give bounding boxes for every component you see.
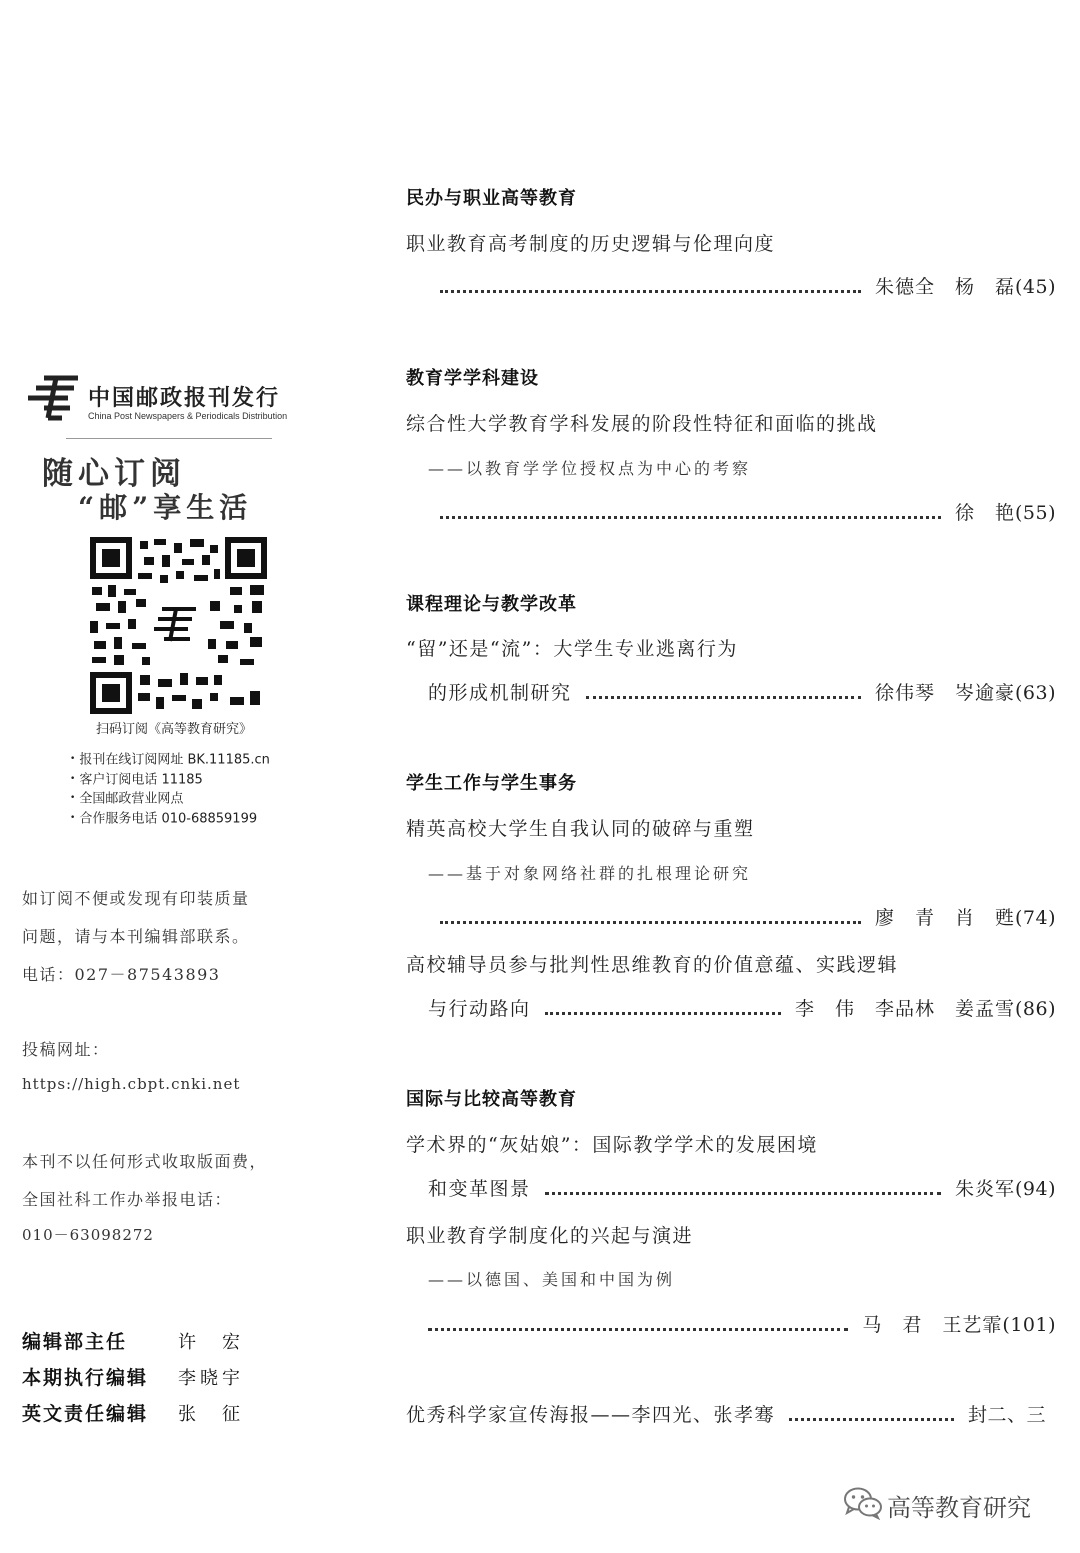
page-number: 封二、三 [967,1404,1046,1426]
page-number: (86) [1014,998,1056,1020]
article-authors: 马 君 王艺霏 [862,1314,1003,1336]
article-subtitle: ——基于对象网络社群的扎根理论研究 [428,864,752,883]
report-phone: 010－63098272 [22,1226,154,1244]
toc-entry-line [440,498,1056,525]
article-title-continued[interactable]: 的形成机制研究 [428,682,572,704]
toc-entry-line [428,678,1056,705]
notice-phone: 电话：027－87543893 [22,965,221,984]
article-title[interactable]: 学术界的“灰姑娘”：国际教学学术的发展困境 [406,1134,818,1156]
toc-entry-line [428,994,1056,1021]
watermark-text: 高等教育研究 [887,1494,1031,1522]
section-heading: 国际与比较高等教育 [406,1089,577,1110]
service-item: • 报刊在线订阅网址 BK.11185.cn [70,750,270,770]
article-title[interactable]: 高校辅导员参与批判性思维教育的价值意蕴、实践逻辑 [406,954,899,976]
page-number: (45) [1014,276,1056,298]
leader-dots [440,290,861,293]
toc-entry-line [428,1310,1056,1337]
page-number: (63) [1014,682,1056,704]
article-title-continued[interactable]: 与行动路向 [428,998,531,1020]
editor-role: 编辑部主任 [22,1331,128,1353]
leader-dots [428,1328,848,1331]
article-title[interactable]: 综合性大学教育学科发展的阶段性特征和面临的挑战 [406,413,878,435]
article-authors: 徐 艳 [954,502,1015,524]
qr-code[interactable] [90,537,267,714]
section-heading: 学生工作与学生事务 [406,773,577,794]
toc-entry-line [440,903,1056,930]
china-post-name-en: China Post Newspapers & Periodicals Distribution [88,411,288,421]
submit-label: 投稿网址： [22,1040,110,1059]
leader-dots [440,921,861,924]
section-heading: 民办与职业高等教育 [406,188,577,209]
toc-entry-line [406,1400,1046,1427]
poster-entry-title[interactable]: 优秀科学家宣传海报——李四光、张孝骞 [406,1404,776,1426]
article-title[interactable]: “留”还是“流”：大学生专业逃离行为 [406,638,738,660]
china-post-logo-icon [26,372,82,422]
section-heading: 课程理论与教学改革 [406,594,577,615]
editor-name: 李晓宇 [178,1368,244,1389]
service-item: • 合作服务电话 010-68859199 [70,809,270,829]
leader-dots [789,1418,954,1421]
editor-role: 英文责任编辑 [22,1403,149,1425]
article-authors: 朱德全 杨 磊 [874,276,1015,298]
article-authors: 李 伟 李品林 姜孟雪 [794,998,1015,1020]
qr-caption: 扫码订阅《高等教育研究》 [96,722,253,737]
article-title[interactable]: 精英高校大学生自我认同的破碎与重塑 [406,818,755,840]
editor-row [22,1327,244,1354]
page-number: (94) [1014,1178,1056,1200]
page-number: (101) [1002,1314,1056,1336]
article-title[interactable]: 职业教育学制度化的兴起与演进 [406,1225,694,1247]
article-authors: 廖 青 肖 甦 [874,907,1015,929]
page-number: (55) [1014,502,1056,524]
article-authors: 徐伟琴 岑逾豪 [874,682,1015,704]
submit-url-link[interactable]: https://high.cbpt.cnki.net [22,1075,241,1093]
editor-row [22,1399,244,1426]
article-subtitle: ——以德国、美国和中国为例 [428,1270,676,1289]
editor-role: 本期执行编辑 [22,1367,149,1389]
wechat-icon [843,1486,883,1520]
article-title[interactable]: 职业教育高考制度的历史逻辑与伦理向度 [406,233,776,255]
section-heading: 教育学学科建设 [406,368,539,389]
article-authors: 朱炎军 [954,1178,1015,1200]
divider [66,438,272,439]
editor-name: 许 宏 [178,1332,244,1353]
subscription-service-list [70,750,270,828]
toc-entry-line [440,272,1056,299]
toc-entry-line [428,1174,1056,1201]
fee-notice-line: 本刊不以任何形式收取版面费， [22,1152,268,1171]
article-subtitle: ——以教育学学位授权点为中心的考察 [428,459,752,478]
service-item: • 全国邮政营业网点 [70,789,270,809]
editor-row [22,1363,244,1390]
leader-dots [440,516,941,519]
article-title-continued[interactable]: 和变革图景 [428,1178,531,1200]
page-number: (74) [1014,907,1056,929]
service-item: • 客户订阅电话 11185 [70,770,270,790]
leader-dots [545,1192,941,1195]
slogan-line-1: 随心订阅 [42,456,186,492]
slogan-line-2: “邮”享生活 [78,491,253,524]
leader-dots [545,1012,781,1015]
fee-notice-line: 全国社科工作办举报电话： [22,1190,233,1209]
editor-name: 张 征 [178,1404,244,1425]
china-post-name: 中国邮政报刊发行 [88,386,281,411]
notice-line: 如订阅不便或发现有印装质量 [22,889,250,908]
notice-line: 问题，请与本刊编辑部联系。 [22,927,250,946]
leader-dots [586,696,861,699]
